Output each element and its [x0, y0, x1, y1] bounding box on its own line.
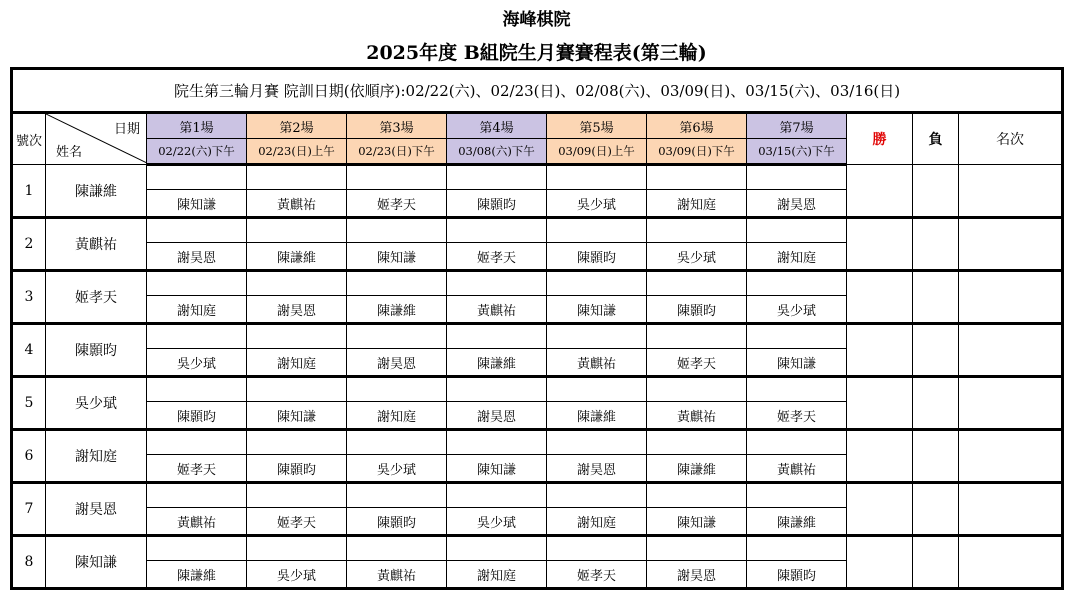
loss-cell[interactable] — [913, 218, 959, 271]
opponent-name: 陳謙維 — [647, 455, 747, 483]
opponent-name: 陳知謙 — [547, 296, 647, 324]
rank-cell[interactable] — [959, 218, 1063, 271]
result-cell[interactable] — [147, 165, 247, 190]
rank-cell[interactable] — [959, 483, 1063, 536]
opponent-name: 謝知庭 — [347, 402, 447, 430]
result-cell[interactable] — [647, 165, 747, 190]
table-row — [12, 483, 1063, 508]
opponent-name: 陳知謙 — [247, 402, 347, 430]
result-cell[interactable] — [447, 271, 547, 296]
player-name: 陳謙維 — [46, 165, 147, 218]
rank-cell[interactable] — [959, 536, 1063, 589]
opponent-name: 姬孝天 — [747, 402, 847, 430]
rank-cell[interactable] — [959, 377, 1063, 430]
loss-cell[interactable] — [913, 430, 959, 483]
result-cell[interactable] — [347, 483, 447, 508]
player-name: 黃麒祐 — [46, 218, 147, 271]
result-cell[interactable] — [247, 536, 347, 561]
round-1-label: 第1場 — [147, 113, 247, 139]
result-cell[interactable] — [247, 377, 347, 402]
loss-cell[interactable] — [913, 536, 959, 589]
opponent-name: 姬孝天 — [447, 243, 547, 271]
column-header-no: 號次 — [12, 113, 46, 165]
player-name: 謝知庭 — [46, 430, 147, 483]
training-dates-info: 院生第三輪月賽 院訓日期(依順序):02/22(六)、02/23(日)、02/08(六)、03/09(日)、03/15(六)、03/16(日) — [12, 69, 1063, 113]
win-cell[interactable] — [847, 218, 913, 271]
result-cell[interactable] — [147, 324, 247, 349]
round-5-label: 第5場 — [547, 113, 647, 139]
result-cell[interactable] — [247, 165, 347, 190]
opponent-name: 陳謙維 — [347, 296, 447, 324]
opponent-name: 陳知謙 — [747, 349, 847, 377]
rank-cell[interactable] — [959, 430, 1063, 483]
round-7-label: 第7場 — [747, 113, 847, 139]
opponent-name: 陳謙維 — [547, 402, 647, 430]
player-number: 4 — [12, 324, 46, 377]
opponent-name: 謝知庭 — [247, 349, 347, 377]
result-cell[interactable] — [347, 324, 447, 349]
result-cell[interactable] — [747, 377, 847, 402]
result-cell[interactable] — [747, 165, 847, 190]
win-cell[interactable] — [847, 165, 913, 218]
result-cell[interactable] — [147, 271, 247, 296]
opponent-name: 姬孝天 — [147, 455, 247, 483]
table-row — [12, 536, 1063, 561]
result-cell[interactable] — [547, 483, 647, 508]
result-cell[interactable] — [347, 536, 447, 561]
opponent-name: 謝昊恩 — [347, 349, 447, 377]
round-5-date: 03/09(日)上午 — [547, 139, 647, 165]
round-3-label: 第3場 — [347, 113, 447, 139]
result-cell[interactable] — [147, 430, 247, 455]
opponent-name: 陳顥昀 — [147, 402, 247, 430]
result-cell[interactable] — [547, 218, 647, 243]
table-row — [12, 377, 1063, 402]
opponent-name: 吳少珷 — [147, 349, 247, 377]
result-cell[interactable] — [647, 271, 747, 296]
round-1-date: 02/22(六)下午 — [147, 139, 247, 165]
result-cell[interactable] — [647, 324, 747, 349]
result-cell[interactable] — [347, 377, 447, 402]
result-cell[interactable] — [447, 218, 547, 243]
loss-cell[interactable] — [913, 271, 959, 324]
result-cell[interactable] — [447, 430, 547, 455]
result-cell[interactable] — [647, 377, 747, 402]
result-cell[interactable] — [247, 483, 347, 508]
result-cell[interactable] — [747, 483, 847, 508]
result-cell[interactable] — [547, 377, 647, 402]
result-cell[interactable] — [347, 218, 447, 243]
rank-cell[interactable] — [959, 271, 1063, 324]
win-cell[interactable] — [847, 271, 913, 324]
loss-cell[interactable] — [913, 483, 959, 536]
win-cell[interactable] — [847, 536, 913, 589]
player-number: 5 — [12, 377, 46, 430]
opponent-name: 陳謙維 — [447, 349, 547, 377]
opponent-name: 謝昊恩 — [147, 243, 247, 271]
opponent-name: 謝知庭 — [747, 243, 847, 271]
result-cell[interactable] — [447, 324, 547, 349]
result-cell[interactable] — [347, 430, 447, 455]
rank-cell[interactable] — [959, 165, 1063, 218]
opponent-name: 吳少珷 — [647, 243, 747, 271]
opponent-name: 黃麒祐 — [747, 455, 847, 483]
player-name: 陳顥昀 — [46, 324, 147, 377]
round-6-label: 第6場 — [647, 113, 747, 139]
player-name: 吳少珷 — [46, 377, 147, 430]
opponent-name: 吳少珷 — [547, 190, 647, 218]
opponent-name: 陳顥昀 — [347, 508, 447, 536]
result-cell[interactable] — [547, 324, 647, 349]
win-cell[interactable] — [847, 483, 913, 536]
result-cell[interactable] — [447, 377, 547, 402]
result-cell[interactable] — [547, 430, 647, 455]
result-cell[interactable] — [747, 536, 847, 561]
opponent-name: 黃麒祐 — [547, 349, 647, 377]
table-row — [12, 271, 1063, 296]
player-number: 3 — [12, 271, 46, 324]
org-title: 海峰棋院 — [502, 10, 571, 30]
loss-cell[interactable] — [913, 377, 959, 430]
opponent-name: 吳少珷 — [247, 561, 347, 589]
table-row — [12, 324, 1063, 349]
result-cell[interactable] — [147, 218, 247, 243]
result-cell[interactable] — [547, 165, 647, 190]
opponent-name: 謝昊恩 — [247, 296, 347, 324]
opponent-name: 謝昊恩 — [447, 402, 547, 430]
result-cell[interactable] — [647, 430, 747, 455]
result-cell[interactable] — [147, 483, 247, 508]
column-header-date-name — [46, 113, 147, 165]
column-header-win: 勝 — [847, 113, 913, 165]
loss-cell[interactable] — [913, 324, 959, 377]
win-cell[interactable] — [847, 324, 913, 377]
result-cell[interactable] — [347, 271, 447, 296]
opponent-name: 謝知庭 — [647, 190, 747, 218]
opponent-name: 陳知謙 — [647, 508, 747, 536]
opponent-name: 陳顥昀 — [647, 296, 747, 324]
round-6-date: 03/09(日)下午 — [647, 139, 747, 165]
result-cell[interactable] — [447, 483, 547, 508]
win-cell[interactable] — [847, 430, 913, 483]
opponent-name: 陳顥昀 — [547, 243, 647, 271]
opponent-name: 謝知庭 — [147, 296, 247, 324]
table-row — [12, 218, 1063, 243]
opponent-name: 謝知庭 — [547, 508, 647, 536]
round-4-date: 03/08(六)下午 — [447, 139, 547, 165]
player-number: 2 — [12, 218, 46, 271]
result-cell[interactable] — [747, 430, 847, 455]
opponent-name: 黃麒祐 — [147, 508, 247, 536]
player-name: 陳知謙 — [46, 536, 147, 589]
opponent-name: 姬孝天 — [247, 508, 347, 536]
result-cell[interactable] — [447, 165, 547, 190]
opponent-name: 黃麒祐 — [447, 296, 547, 324]
opponent-name: 謝昊恩 — [747, 190, 847, 218]
opponent-name: 姬孝天 — [547, 561, 647, 589]
win-cell[interactable] — [847, 377, 913, 430]
opponent-name: 陳知謙 — [447, 455, 547, 483]
result-cell[interactable] — [547, 271, 647, 296]
opponent-name: 謝昊恩 — [647, 561, 747, 589]
result-cell[interactable] — [647, 218, 747, 243]
opponent-name: 陳謙維 — [247, 243, 347, 271]
round-7-date: 03/15(六)下午 — [747, 139, 847, 165]
player-name: 謝昊恩 — [46, 483, 147, 536]
opponent-name: 謝昊恩 — [547, 455, 647, 483]
result-cell[interactable] — [747, 218, 847, 243]
opponent-name: 陳顥昀 — [747, 561, 847, 589]
result-cell[interactable] — [647, 483, 747, 508]
opponent-name: 謝知庭 — [447, 561, 547, 589]
player-number: 6 — [12, 430, 46, 483]
result-cell[interactable] — [247, 430, 347, 455]
result-cell[interactable] — [547, 536, 647, 561]
schedule-table — [10, 67, 1064, 590]
date-label: 日期 — [113, 122, 140, 137]
result-cell[interactable] — [147, 536, 247, 561]
opponent-name: 吳少珷 — [447, 508, 547, 536]
opponent-name: 陳顥昀 — [447, 190, 547, 218]
table-row — [12, 165, 1063, 190]
column-header-loss: 負 — [913, 113, 959, 165]
opponent-name: 黃麒祐 — [247, 190, 347, 218]
opponent-name: 陳謙維 — [747, 508, 847, 536]
round-2-date: 02/23(日)上午 — [247, 139, 347, 165]
result-cell[interactable] — [647, 536, 747, 561]
loss-cell[interactable] — [913, 165, 959, 218]
round-3-date: 02/23(日)下午 — [347, 139, 447, 165]
opponent-name: 姬孝天 — [647, 349, 747, 377]
opponent-name: 姬孝天 — [347, 190, 447, 218]
player-name: 姬孝天 — [46, 271, 147, 324]
schedule-title: 2025年度 B組院生月賽賽程表(第三輪) — [366, 42, 707, 64]
round-2-label: 第2場 — [247, 113, 347, 139]
result-cell[interactable] — [247, 271, 347, 296]
opponent-name: 吳少珷 — [347, 455, 447, 483]
opponent-name: 黃麒祐 — [347, 561, 447, 589]
result-cell[interactable] — [247, 218, 347, 243]
result-cell[interactable] — [147, 377, 247, 402]
result-cell[interactable] — [247, 324, 347, 349]
opponent-name: 陳知謙 — [147, 190, 247, 218]
opponent-name: 陳顥昀 — [247, 455, 347, 483]
name-label: 姓名 — [56, 145, 83, 160]
table-row — [12, 430, 1063, 455]
opponent-name: 黃麒祐 — [647, 402, 747, 430]
result-cell[interactable] — [747, 271, 847, 296]
opponent-name: 吳少珷 — [747, 296, 847, 324]
player-number: 1 — [12, 165, 46, 218]
column-header-rank: 名次 — [959, 113, 1063, 165]
result-cell[interactable] — [347, 165, 447, 190]
opponent-name: 陳知謙 — [347, 243, 447, 271]
rank-cell[interactable] — [959, 324, 1063, 377]
player-number: 7 — [12, 483, 46, 536]
opponent-name: 陳謙維 — [147, 561, 247, 589]
result-cell[interactable] — [447, 536, 547, 561]
round-4-label: 第4場 — [447, 113, 547, 139]
player-number: 8 — [12, 536, 46, 589]
result-cell[interactable] — [747, 324, 847, 349]
